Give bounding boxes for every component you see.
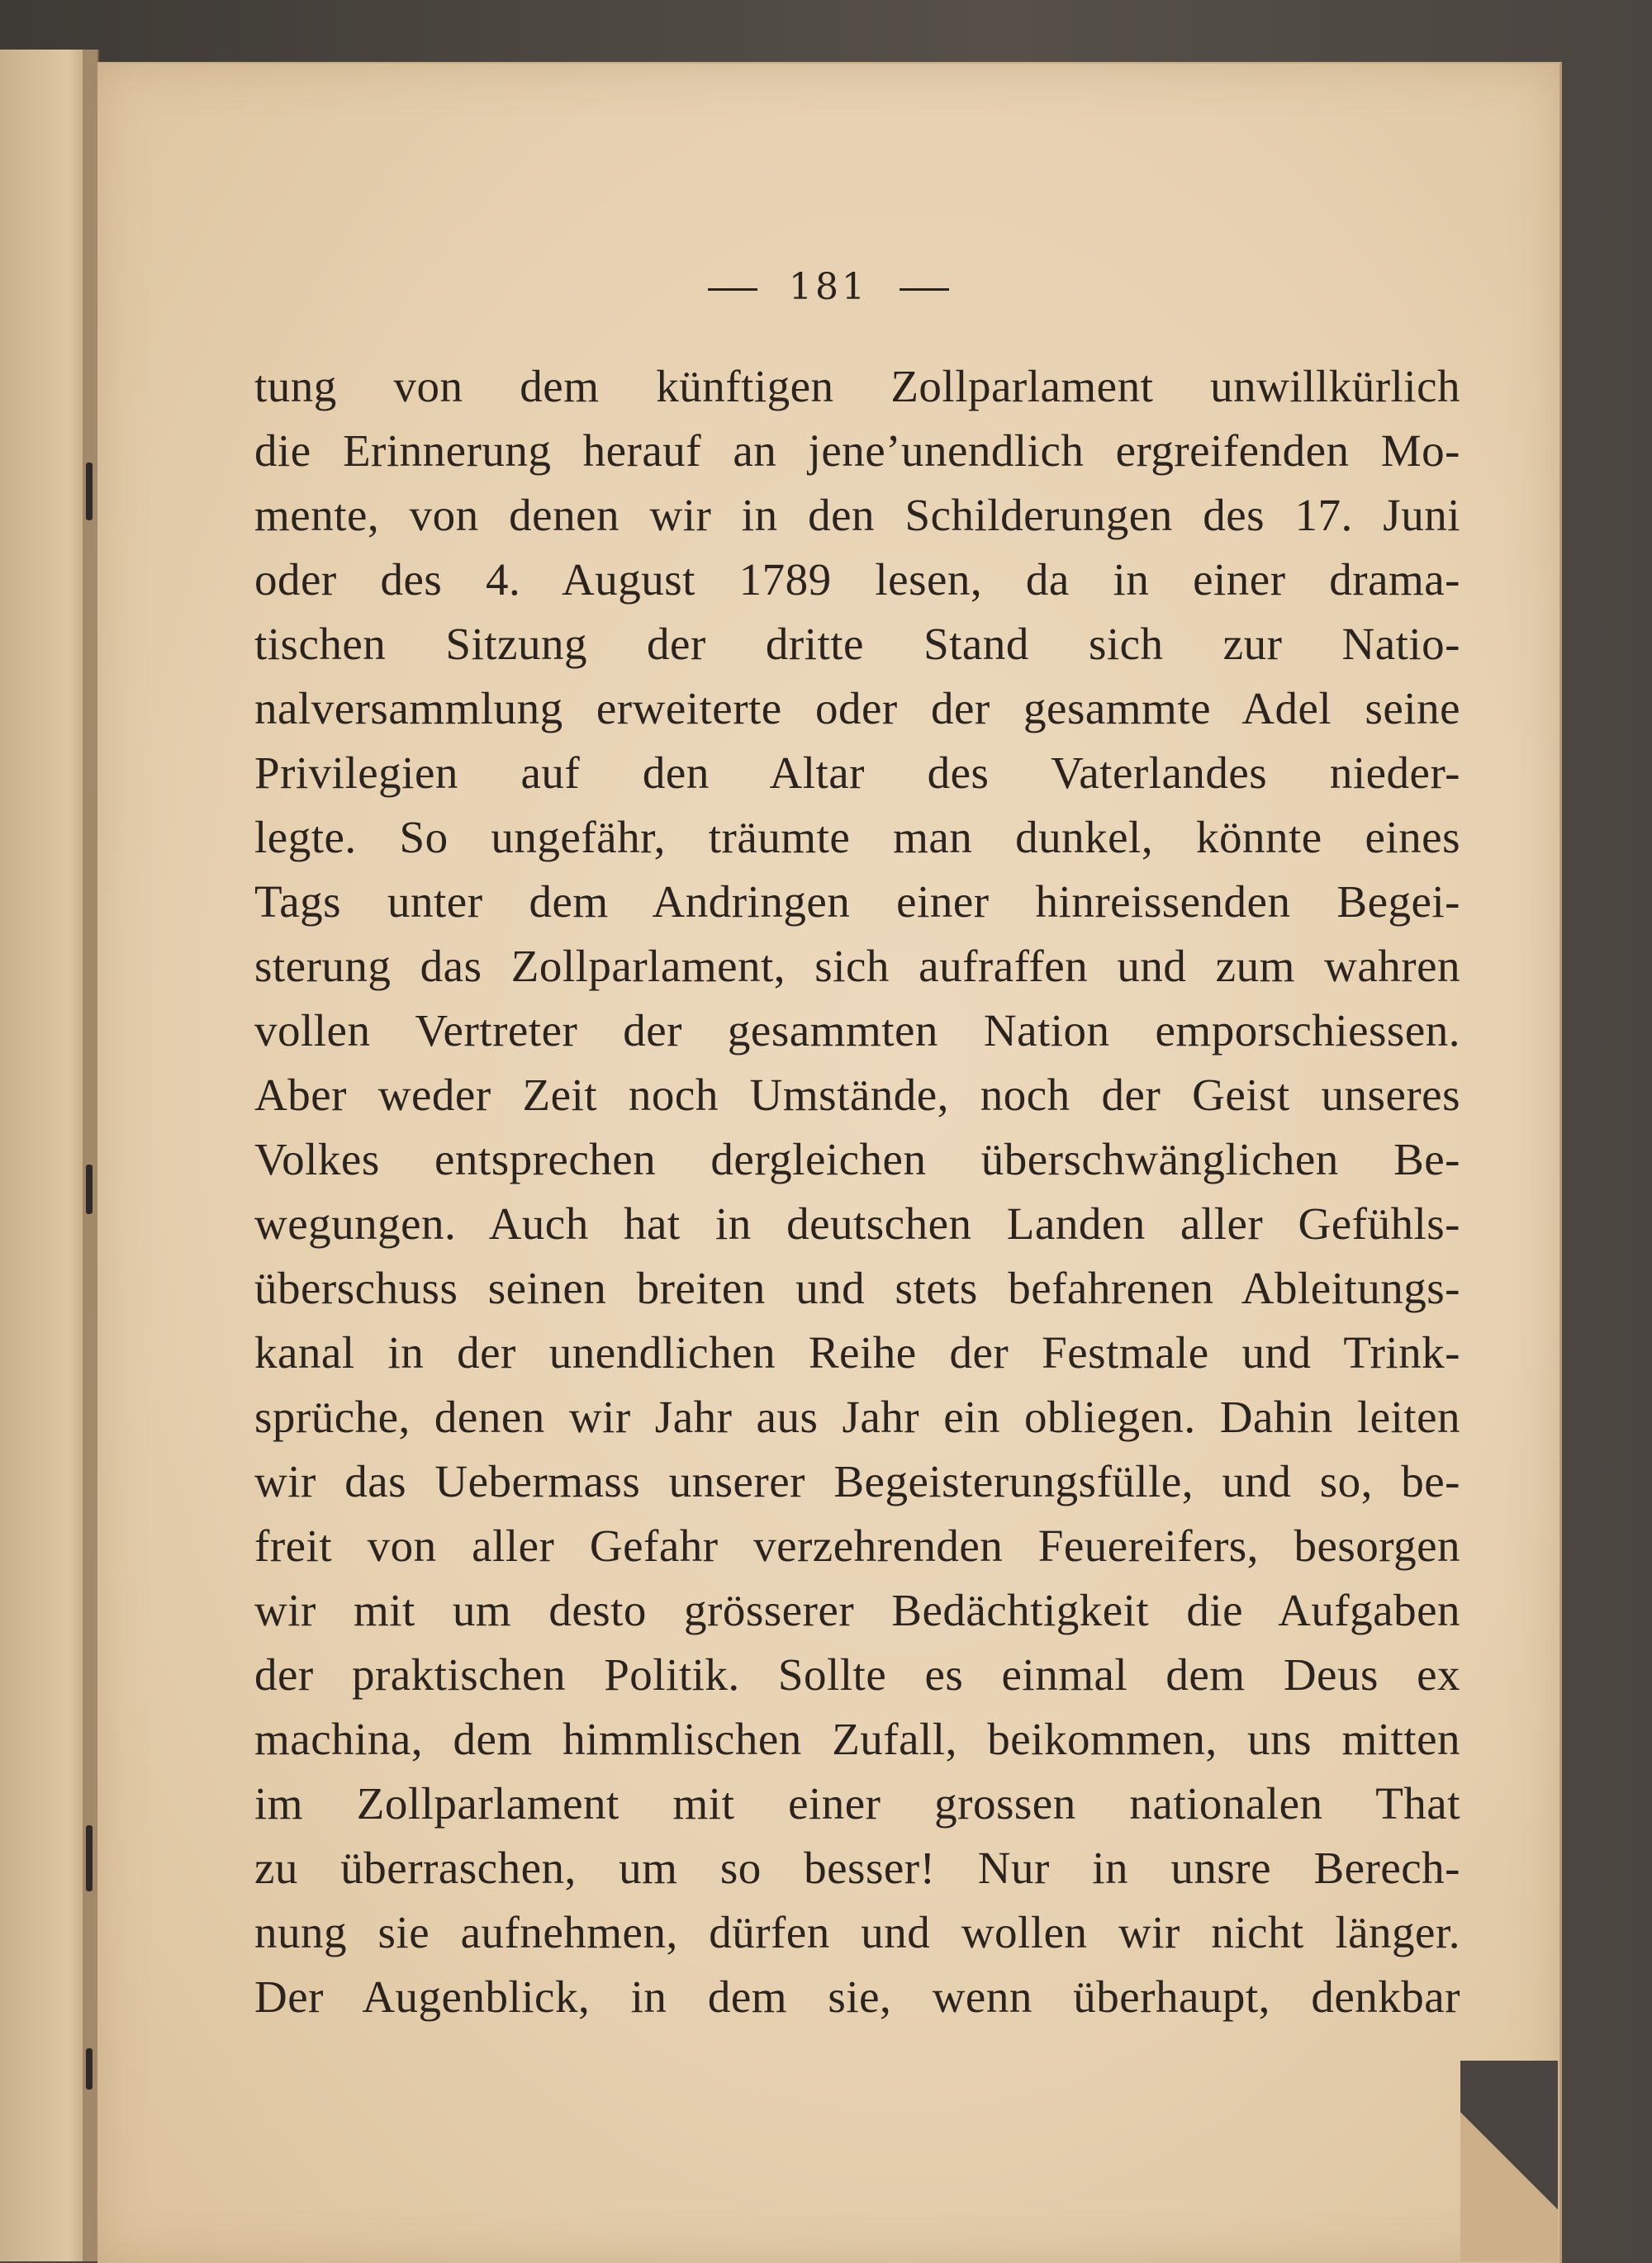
book-page	[97, 62, 1562, 2263]
text-line: mente, von denen wir in den Schilderungen des 17. Juni	[254, 490, 1460, 540]
page-corner-fold	[1460, 2061, 1558, 2261]
text-line: vollen Vertreter der gesammten Nation emporschiessen.	[254, 1005, 1460, 1056]
binding-thread-mark	[86, 463, 93, 520]
text-line: nalversammlung erweiterte oder der gesammte Adel seine	[254, 683, 1460, 733]
text-line: der praktischen Politik. Sollte es einmal dem Deus ex	[254, 1649, 1460, 1700]
text-line: kanal in der unendlichen Reihe der Festmale und Trink-	[254, 1327, 1460, 1378]
page-number-header	[97, 266, 1559, 308]
binding-thread-mark	[86, 1165, 93, 1214]
text-line: Der Augenblick, in dem sie, wenn überhaupt, denkbar	[254, 1971, 1460, 2022]
text-line: tung von dem künftigen Zollparlament unwillkürlich	[254, 361, 1460, 411]
text-line: nung sie aufnehmen, dürfen und wollen wir nicht länger.	[254, 1907, 1460, 1957]
text-line: Privilegien auf den Altar des Vaterlandes nieder-	[254, 747, 1460, 798]
header-dash-right	[900, 288, 949, 291]
text-line: zu überraschen, um so besser! Nur in unsre Berech-	[254, 1843, 1460, 1893]
binding-thread-mark	[86, 2048, 93, 2090]
text-line: wegungen. Auch hat in deutschen Landen aller Gefühls-	[254, 1198, 1460, 1249]
page-number: 181	[789, 266, 868, 308]
text-line: oder des 4. August 1789 lesen, da in einer drama-	[254, 554, 1460, 605]
text-line: sterung das Zollparlament, sich aufraffen und zum wahren	[254, 941, 1460, 991]
binding-thread-mark	[86, 1825, 93, 1891]
text-line: die Erinnerung herauf an jene’unendlich ergreifenden Mo-	[254, 425, 1460, 476]
header-dash-left	[708, 288, 757, 291]
text-line: im Zollparlament mit einer grossen nationalen That	[254, 1778, 1460, 1829]
text-line: machina, dem himmlischen Zufall, beikommen, uns mitten	[254, 1714, 1460, 1764]
body-text	[254, 354, 1460, 2029]
text-line: Volkes entsprechen dergleichen überschwänglichen Be-	[254, 1134, 1460, 1184]
text-line: wir mit um desto grösserer Bedächtigkeit die Aufgaben	[254, 1585, 1460, 1635]
text-line: Tags unter dem Andringen einer hinreissenden Begei-	[254, 876, 1460, 927]
text-line: sprüche, denen wir Jahr aus Jahr ein obliegen. Dahin leiten	[254, 1392, 1460, 1442]
text-line: tischen Sitzung der dritte Stand sich zur Natio-	[254, 619, 1460, 669]
text-line: Aber weder Zeit noch Umstände, noch der Geist unseres	[254, 1070, 1460, 1120]
text-line: überschuss seinen breiten und stets befahrenen Ableitungs-	[254, 1263, 1460, 1313]
text-line: legte. So ungefähr, träumte man dunkel, könnte eines	[254, 812, 1460, 862]
text-line: freit von aller Gefahr verzehrenden Feuereifers, besorgen	[254, 1521, 1460, 1571]
text-line: wir das Uebermass unserer Begeisterungsfülle, und so, be-	[254, 1456, 1460, 1506]
